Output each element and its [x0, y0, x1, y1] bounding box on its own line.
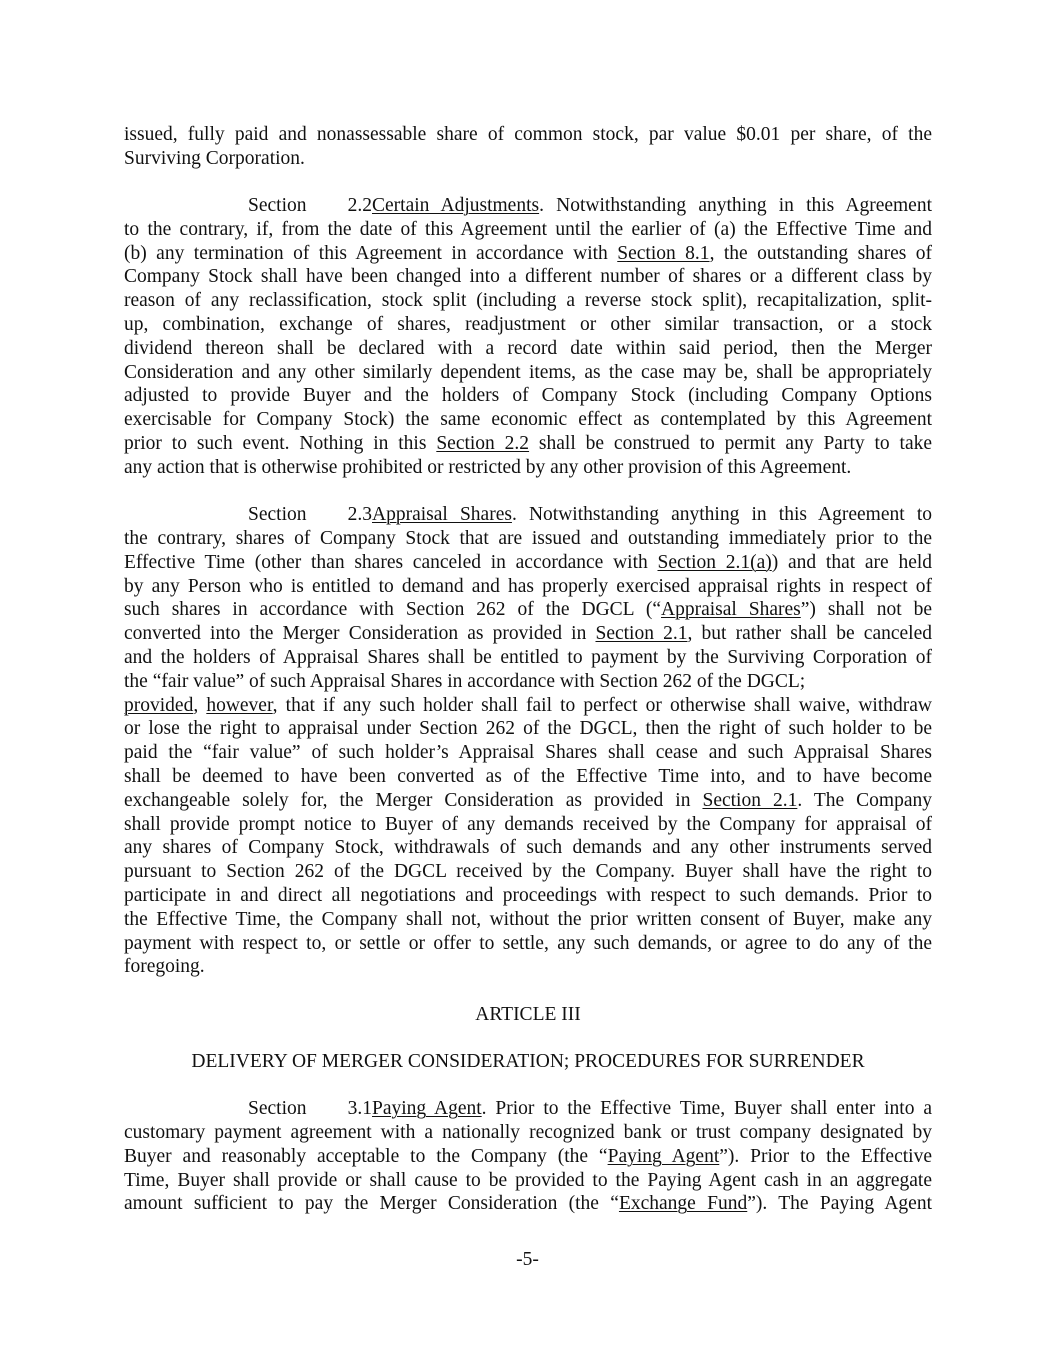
section-2-3 — [124, 503, 932, 979]
text-span: Effective Time (other than shares canceled in accordance with — [124, 551, 658, 573]
text-span: ”). The Paying Agent — [747, 1193, 932, 1215]
cross-reference: Section 2.2 — [436, 433, 530, 455]
text-line — [124, 622, 932, 646]
text-line: foregoing. — [124, 956, 205, 978]
defined-term: Exchange Fund — [618, 1193, 748, 1215]
document-page — [124, 123, 932, 1216]
text-span: converted into the Merger Consideration as provided in — [124, 623, 596, 645]
text-span: ”) shall not be — [800, 599, 932, 621]
text-line: dividend thereon shall be declared with a record date within said period, then the Merger — [124, 337, 932, 359]
text-line: shall be deemed to have been converted as of the Effective Time into, and to have become — [124, 765, 932, 787]
cross-reference: Section 2.1 — [595, 623, 688, 645]
text-line: participate in and direct all negotiations and proceedings with respect to such demands. Prior to — [124, 884, 932, 906]
text-line: shall provide prompt notice to Buyer of any demands received by the Company for appraisal of — [124, 813, 932, 835]
section-number: Section 2.2 — [248, 195, 372, 217]
section-number: Section 2.3 — [248, 504, 372, 526]
cross-reference: Section 2.1 — [702, 789, 798, 811]
text-span: , but rather shall be canceled — [687, 623, 932, 645]
paragraph-continuation — [124, 123, 932, 171]
text-line: Consideration and any other similarly dependent items, as the case may be, shall be appropriately — [124, 361, 932, 383]
text-line — [124, 789, 932, 813]
text-line: any action that is otherwise prohibited or restricted by any other provision of this Agreement. — [124, 456, 852, 478]
text-line — [124, 551, 932, 575]
text-line: issued, fully paid and nonassessable share of common stock, par value $0.01 per share, of the — [124, 124, 932, 145]
page-number: -5- — [516, 1249, 539, 1270]
text-line: adjusted to provide Buyer and the holders of Company Stock (including Company Options — [124, 385, 932, 407]
defined-term: Paying Agent — [607, 1145, 720, 1167]
text-line — [124, 194, 932, 218]
text-line: and the holders of Appraisal Shares shall be entitled to payment by the Surviving Corporation of — [124, 646, 932, 668]
article-number: ARTICLE III — [475, 1003, 581, 1025]
text-line: to the contrary, if, from the date of this Agreement until the earlier of (a) the Effective Time and — [124, 218, 932, 240]
text-line: paid the “fair value” of such holder’s Appraisal Shares shall cease and such Appraisal Shares — [124, 742, 932, 764]
text-line: by any Person who is entitled to demand and has properly exercised appraisal rights in respect of — [124, 575, 932, 597]
article-title: DELIVERY OF MERGER CONSIDERATION; PROCEDURES FOR SURRENDER — [191, 1050, 865, 1072]
section-number: Section 3.1 — [248, 1098, 372, 1120]
text-span: ) and that are held — [771, 551, 933, 573]
text-line — [124, 432, 932, 456]
defined-term: Appraisal Shares — [661, 599, 801, 621]
text-line: the “fair value” of such Appraisal Shares in accordance with Section 262 of the DGCL; — [124, 670, 806, 692]
text-line: the Effective Time, the Company shall not, without the prior written consent of Buyer, make any — [124, 908, 932, 930]
text-line: customary payment agreement with a nationally recognized bank or trust company designated by — [124, 1121, 932, 1143]
text-span: , the outstanding shares of — [709, 242, 932, 264]
text-line: any shares of Company Stock, withdrawals of such demands and any other instruments served — [124, 837, 932, 859]
text-span: ”). Prior to the Effective — [719, 1145, 932, 1167]
cross-reference: Section 2.1(a) — [657, 551, 772, 573]
text-span: exchangeable solely for, the Merger Consideration as provided in — [124, 789, 703, 811]
section-heading: Certain Adjustments — [372, 195, 540, 217]
section-heading: Appraisal Shares — [372, 504, 512, 526]
text-span: shall be construed to permit any Party to take — [529, 433, 933, 455]
text-line: pursuant to Section 262 of the DGCL received by the Company. Buyer shall have the right to — [124, 861, 932, 883]
text-line: the contrary, shares of Company Stock that are issued and outstanding immediately prior to the — [124, 527, 932, 549]
text-line — [124, 598, 932, 622]
text-span: , that if any such holder shall fail to perfect or otherwise shall waive, withdraw — [272, 694, 932, 716]
text-line: reason of any reclassification, stock split (including a reverse stock split), recapitalization, split- — [124, 290, 932, 312]
text-span: amount sufficient to pay the Merger Consideration (the “ — [124, 1193, 619, 1215]
text-line: Time, Buyer shall provide or shall cause to be provided to the Paying Agent cash in an aggregate — [124, 1169, 932, 1191]
section-heading: Paying Agent — [372, 1098, 482, 1120]
proviso-term: however — [206, 694, 273, 716]
text-span: such shares in accordance with Section 262 of the DGCL (“ — [124, 599, 661, 621]
text-span: . Prior to the Effective Time, Buyer shall enter into a — [481, 1098, 933, 1120]
text-line — [124, 503, 932, 527]
cross-reference: Section 8.1 — [617, 242, 710, 264]
text-span: Buyer and reasonably acceptable to the Company (the “ — [124, 1145, 608, 1167]
text-line — [124, 242, 932, 266]
text-span: . The Company — [797, 789, 933, 811]
text-line: Company Stock shall have been changed into a different number of shares or a different class by — [124, 266, 932, 288]
text-line — [124, 694, 932, 718]
proviso-term: provided — [124, 694, 194, 716]
text-line — [124, 1192, 932, 1216]
text-line: exercisable for Company Stock) the same economic effect as contemplated by this Agreement — [124, 409, 932, 431]
text-span: , — [193, 694, 207, 716]
text-line — [124, 1097, 932, 1121]
text-line: payment with respect to, or settle or offer to settle, any such demands, or agree to do any of the — [124, 932, 932, 954]
text-span: . Notwithstanding anything in this Agreement — [539, 195, 932, 217]
text-line — [124, 1145, 932, 1169]
text-span: (b) any termination of this Agreement in accordance with — [124, 242, 618, 264]
text-line: or lose the right to appraisal under Section 262 of the DGCL, then the right of such holder to be — [124, 718, 932, 740]
text-line: up, combination, exchange of shares, readjustment or other similar transaction, or a stock — [124, 314, 932, 336]
section-2-2 — [124, 194, 932, 480]
text-span: prior to such event. Nothing in this — [124, 433, 437, 455]
text-span: . Notwithstanding anything in this Agreement to — [511, 504, 932, 526]
section-3-1 — [124, 1097, 932, 1216]
text-line: Surviving Corporation. — [124, 147, 305, 169]
